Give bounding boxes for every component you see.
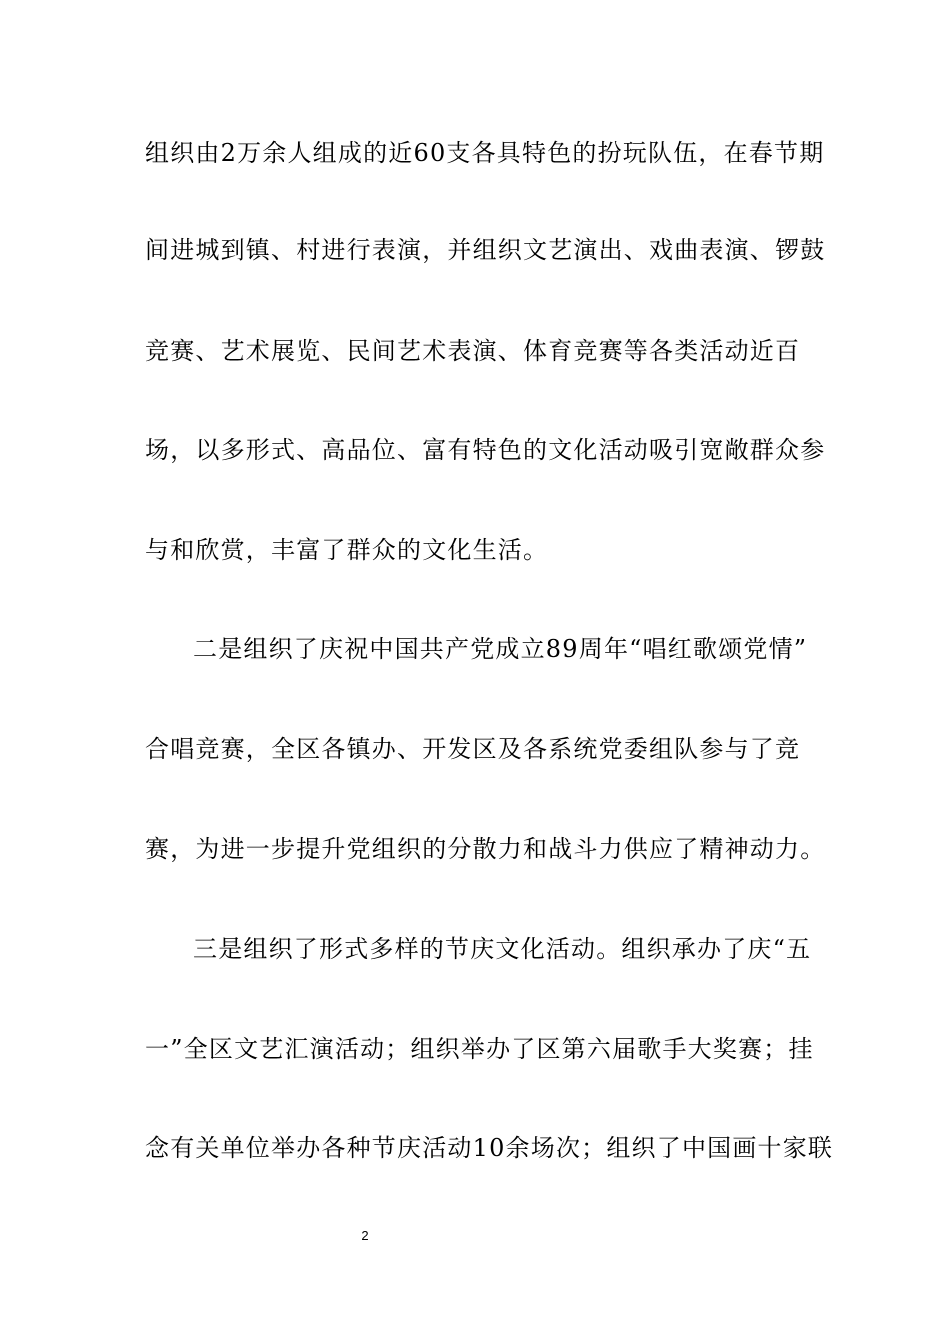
paragraph-line: 竞赛、艺术展览、民间艺术表演、体育竞赛等各类活动近百 [145,337,801,365]
paragraph-line: 与和欣赏，丰富了群众的文化生活。 [145,536,549,564]
paragraph-line: 念有关单位举办各种节庆活动10余场次；组织了中国画十家联 [145,1134,834,1162]
paragraph-line: 一”全区文艺汇演活动；组织举办了区第六届歌手大奖赛；挂 [145,1035,814,1063]
paragraph-line-indented: 三是组织了形式多样的节庆文化活动。组织承办了庆“五 [193,935,812,963]
paragraph-line: 间进城到镇、村进行表演，并组织文艺演出、戏曲表演、锣鼓 [145,236,826,264]
paragraph-line: 赛，为进一步提升党组织的分散力和战斗力供应了精神动力。 [145,835,826,863]
paragraph-line-indented: 二是组织了庆祝中国共产党成立89周年“唱红歌颂党情” [193,635,808,663]
paragraph-line: 合唱竞赛，全区各镇办、开发区及各系统党委组队参与了竞 [145,735,801,763]
page-number: 2 [361,1228,369,1243]
paragraph-line: 场，以多形式、高品位、富有特色的文化活动吸引宽敞群众参 [145,436,826,464]
paragraph-line: 组织由2万余人组成的近60支各具特色的扮玩队伍，在春节期 [145,139,825,167]
